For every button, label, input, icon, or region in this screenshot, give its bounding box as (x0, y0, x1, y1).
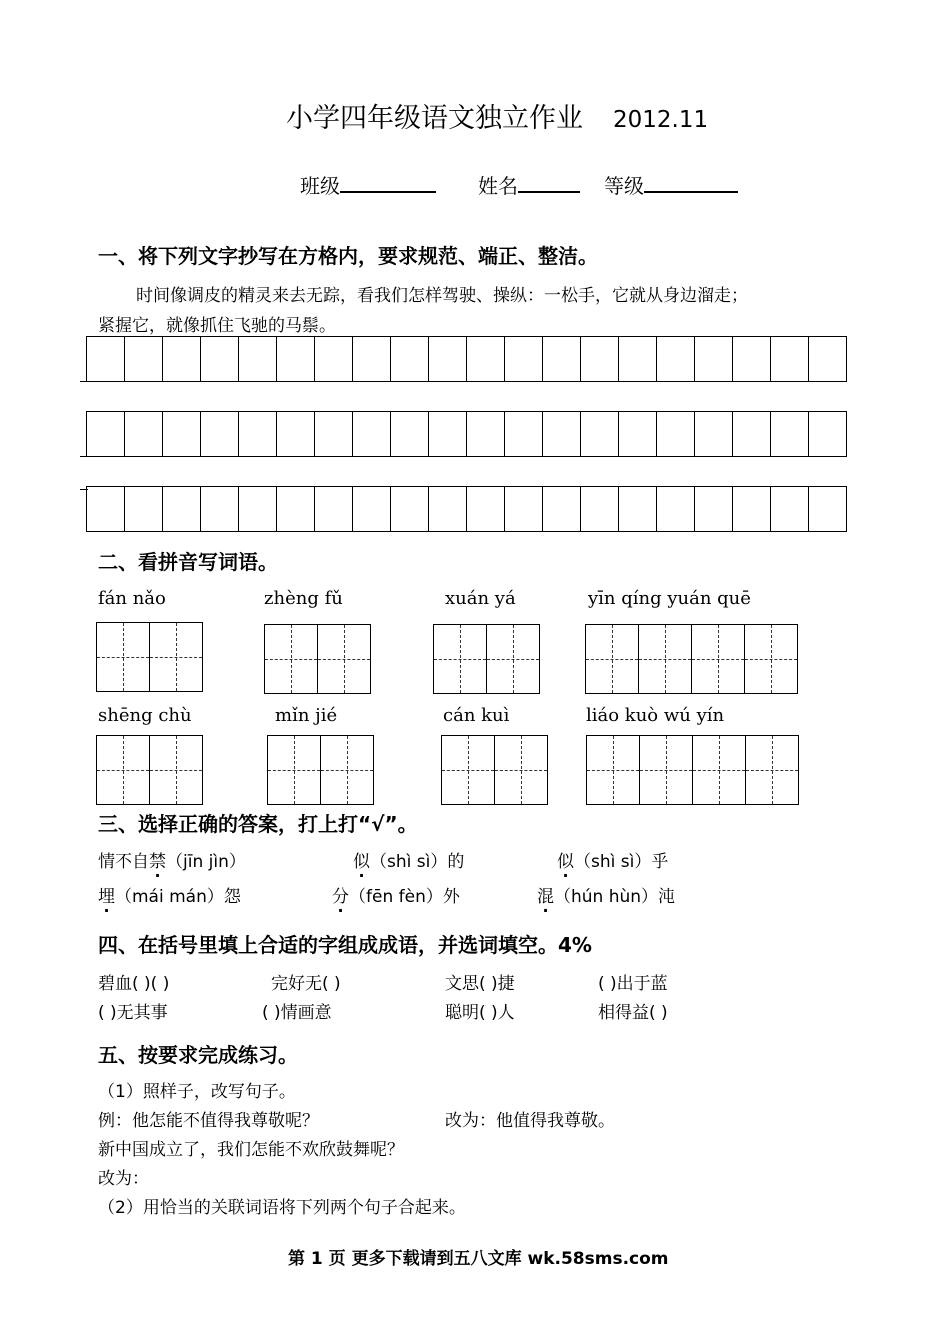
writing-cell[interactable] (200, 411, 239, 457)
tianzi-cell[interactable] (320, 735, 374, 805)
writing-cell[interactable] (542, 486, 581, 532)
exercise-prompt: （2）用恰当的关联词语将下列两个句子合起来。 (98, 1198, 466, 1218)
idiom-blank[interactable]: ( )无其事 (98, 1003, 168, 1023)
writing-cell[interactable] (808, 336, 847, 382)
writing-cell[interactable] (314, 336, 353, 382)
writing-cell[interactable] (770, 486, 809, 532)
writing-cell[interactable] (124, 486, 163, 532)
writing-cell[interactable] (580, 486, 619, 532)
writing-cell[interactable] (466, 486, 505, 532)
writing-grid-row-2[interactable] (86, 411, 847, 457)
writing-cell[interactable] (504, 486, 543, 532)
dotted-char: 禁 (149, 852, 166, 872)
pinyin-label: xuán yá (445, 588, 516, 609)
grade-blank[interactable] (644, 171, 738, 193)
writing-cell[interactable] (808, 411, 847, 457)
tianzi-cell[interactable] (267, 735, 321, 805)
writing-cell[interactable] (428, 486, 467, 532)
writing-cell[interactable] (162, 486, 201, 532)
writing-cell[interactable] (124, 336, 163, 382)
tianzi-grid[interactable] (433, 624, 540, 694)
dotted-char: 分 (332, 887, 349, 907)
example-answer: 改为：他值得我尊敬。 (445, 1111, 615, 1131)
writing-cell[interactable] (580, 411, 619, 457)
writing-cell[interactable] (162, 336, 201, 382)
section2-heading: 二、看拼音写词语。 (98, 550, 278, 574)
exercise-prompt: （1）照样子，改写句子。 (98, 1082, 296, 1102)
exercise-sentence: 新中国成立了，我们怎能不欢欣鼓舞呢？ (98, 1140, 404, 1160)
choice-item[interactable] (537, 882, 675, 907)
tianzi-cell[interactable] (317, 624, 371, 694)
writing-cell[interactable] (86, 411, 125, 457)
choice-item[interactable] (353, 847, 464, 872)
writing-cell[interactable] (656, 411, 695, 457)
writing-cell[interactable] (390, 411, 429, 457)
writing-cell[interactable] (428, 336, 467, 382)
tianzi-cell[interactable] (639, 735, 693, 805)
writing-cell[interactable] (276, 411, 315, 457)
idiom-blank[interactable]: 相得益( ) (598, 1003, 668, 1023)
answer-label[interactable]: 改为： (98, 1169, 149, 1189)
choice-text: 情不自 (98, 852, 149, 872)
idiom-blank[interactable]: 完好无( ) (271, 974, 341, 994)
idiom-blank[interactable]: 聪明( )人 (445, 1003, 515, 1023)
writing-cell[interactable] (542, 411, 581, 457)
page-footer: 第 1 页 更多下载请到五八文库 wk.58sms.com (288, 1249, 669, 1269)
title-text: 小学四年级语文独立作业 (286, 103, 583, 134)
writing-cell[interactable] (466, 336, 505, 382)
writing-cell[interactable] (352, 486, 391, 532)
tianzi-cell[interactable] (586, 735, 640, 805)
class-label: 班级 (300, 174, 340, 198)
tianzi-cell[interactable] (96, 622, 150, 692)
pinyin-label: liáo kuò wú yín (586, 705, 725, 726)
name-field (478, 170, 580, 199)
tianzi-grid[interactable] (267, 735, 374, 805)
tianzi-cell[interactable] (745, 735, 799, 805)
page-title (286, 96, 708, 135)
idiom-blank[interactable]: ( )情画意 (262, 1003, 332, 1023)
dotted-char: 混 (537, 887, 554, 907)
writing-cell[interactable] (808, 486, 847, 532)
tianzi-cell[interactable] (744, 624, 798, 694)
tianzi-grid[interactable] (585, 624, 798, 694)
tianzi-cell[interactable] (486, 624, 540, 694)
choice-options: （fēn fèn）外 (349, 887, 460, 907)
writing-cell[interactable] (200, 486, 239, 532)
writing-cell[interactable] (352, 411, 391, 457)
name-label: 姓名 (478, 174, 518, 198)
writing-cell[interactable] (314, 411, 353, 457)
writing-cell[interactable] (238, 411, 277, 457)
pinyin-label: zhèng fǔ (264, 588, 343, 609)
section5-heading: 五、按要求完成练习。 (98, 1043, 298, 1067)
pinyin-label: mǐn jié (275, 705, 338, 726)
tianzi-cell[interactable] (433, 624, 487, 694)
writing-cell[interactable] (618, 411, 657, 457)
writing-cell[interactable] (238, 336, 277, 382)
dotted-char: 埋 (98, 887, 115, 907)
writing-cell[interactable] (770, 411, 809, 457)
writing-cell[interactable] (580, 336, 619, 382)
tianzi-cell[interactable] (149, 735, 203, 805)
writing-cell[interactable] (694, 486, 733, 532)
writing-cell[interactable] (276, 336, 315, 382)
grade-label: 等级 (604, 174, 644, 198)
dotted-char: 似 (353, 852, 370, 872)
title-year: 2012.11 (613, 107, 709, 133)
tianzi-cell[interactable] (691, 624, 745, 694)
tianzi-cell[interactable] (96, 735, 150, 805)
writing-grid-row-1[interactable] (86, 336, 847, 382)
choice-item[interactable] (98, 847, 246, 872)
dotted-char: 似 (557, 852, 574, 872)
choice-options: （shì sì）的 (370, 852, 465, 872)
choice-item[interactable] (98, 882, 241, 907)
writing-cell[interactable] (352, 336, 391, 382)
writing-cell[interactable] (618, 486, 657, 532)
class-blank[interactable] (340, 171, 436, 193)
choice-options: （mái mán）怨 (115, 887, 241, 907)
choice-options: （hún hùn）沌 (554, 887, 676, 907)
tianzi-cell[interactable] (692, 735, 746, 805)
tianzi-grid[interactable] (96, 622, 203, 692)
section1-heading: 一、将下列文字抄写在方格内，要求规范、端正、整洁。 (98, 244, 598, 268)
writing-cell[interactable] (466, 411, 505, 457)
writing-cell[interactable] (504, 336, 543, 382)
writing-cell[interactable] (86, 486, 125, 532)
tianzi-cell[interactable] (638, 624, 692, 694)
tianzi-cell[interactable] (441, 735, 495, 805)
writing-cell[interactable] (238, 486, 277, 532)
choice-item[interactable] (332, 882, 460, 907)
writing-cell[interactable] (732, 411, 771, 457)
pinyin-label: cán kuì (443, 705, 510, 726)
writing-cell[interactable] (656, 486, 695, 532)
tianzi-cell[interactable] (149, 622, 203, 692)
copy-text-line2: 紧握它，就像抓住飞驰的马鬃。 (98, 316, 336, 336)
writing-cell[interactable] (428, 411, 467, 457)
tianzi-grid[interactable] (586, 735, 799, 805)
idiom-blank[interactable]: ( )出于蓝 (598, 974, 668, 994)
pinyin-label: fán nǎo (98, 588, 166, 609)
writing-cell[interactable] (390, 486, 429, 532)
tianzi-grid[interactable] (441, 735, 548, 805)
writing-cell[interactable] (732, 486, 771, 532)
example-sentence: 例：他怎能不值得我尊敬呢？ (98, 1111, 319, 1131)
writing-cell[interactable] (314, 486, 353, 532)
tianzi-grid[interactable] (96, 735, 203, 805)
pinyin-label: shēng chù (98, 705, 192, 726)
class-field (300, 170, 436, 199)
writing-cell[interactable] (732, 336, 771, 382)
tianzi-cell[interactable] (585, 624, 639, 694)
grade-field (604, 170, 738, 199)
section3-heading: 三、选择正确的答案，打上打“√”。 (98, 812, 418, 836)
copy-text-line1: 时间像调皮的精灵来去无踪，看我们怎样驾驶、操纵：一松手，它就从身边溜走； (136, 286, 748, 306)
writing-cell[interactable] (542, 336, 581, 382)
choice-options: （shì sì）乎 (574, 852, 669, 872)
writing-cell[interactable] (276, 486, 315, 532)
writing-cell[interactable] (504, 411, 543, 457)
writing-cell[interactable] (694, 411, 733, 457)
writing-cell[interactable] (162, 411, 201, 457)
writing-cell[interactable] (694, 336, 733, 382)
writing-cell[interactable] (618, 336, 657, 382)
writing-cell[interactable] (200, 336, 239, 382)
writing-grid-row-3[interactable] (86, 486, 847, 532)
choice-options: （jīn jìn） (166, 852, 246, 872)
writing-cell[interactable] (656, 336, 695, 382)
idiom-blank[interactable]: 碧血( )( ) (98, 974, 170, 994)
pinyin-label: yīn qíng yuán quē (588, 588, 751, 609)
choice-item[interactable] (557, 847, 668, 872)
name-blank[interactable] (518, 171, 580, 193)
writing-cell[interactable] (86, 336, 125, 382)
writing-cell[interactable] (124, 411, 163, 457)
tianzi-cell[interactable] (494, 735, 548, 805)
tianzi-grid[interactable] (264, 624, 371, 694)
tianzi-cell[interactable] (264, 624, 318, 694)
idiom-blank[interactable]: 文思( )捷 (445, 974, 515, 994)
section4-heading: 四、在括号里填上合适的字组成成语，并选词填空。4% (98, 933, 592, 957)
writing-cell[interactable] (390, 336, 429, 382)
writing-cell[interactable] (770, 336, 809, 382)
